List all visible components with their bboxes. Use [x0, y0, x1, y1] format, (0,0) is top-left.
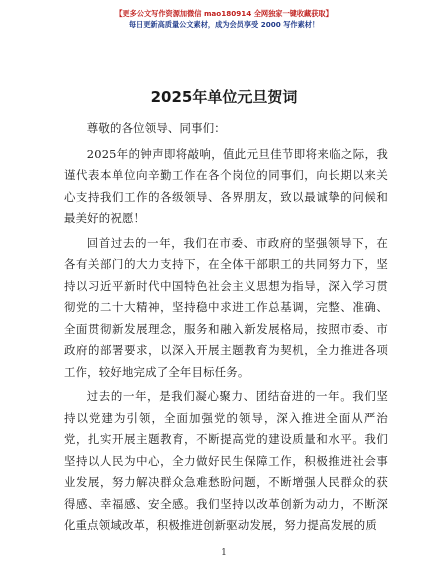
salutation: 尊敬的各位领导、同事们：: [86, 121, 226, 135]
document-title: 2025年单位元旦贺词: [150, 88, 298, 106]
paragraph-greeting: 2025年的钟声即将敲响，值此元旦佳节即将来临之际，我谨代表本单位向辛勤工作在各个岗位的同事们，向长期以来关心支持我们工作的各级领导、各界朋友，致以最诚挚的问候和最美好的祝愿！: [64, 146, 388, 225]
promo-line-1: 【更多公文写作资源加微信 mao180914 全网独家一键收藏获取】: [115, 9, 333, 18]
page-number: 1: [221, 548, 227, 558]
paragraph-review: 回首过去的一年，我们在市委、市政府的坚强领导下，在各有关部门的大力支持下，在全体干部职工的共同努力下，坚持以习近平新时代中国特色社会主义思想为指导，深入学习贯彻党的二十大精神，坚持稳中求进工作总基调，完整、准确、全面贯彻新发展理念，服务和融入新发展格局，按照市委、市政府的部署要求，以深入开展主题教育为契机，全力推进各项工作，较好地完成了全年目标任务。: [64, 235, 388, 379]
promo-line-2: 每日更新高质量公文素材，成为会员享受 2000 写作素材！: [128, 20, 320, 29]
promo-banner: [0, 8, 448, 30]
document-body: [64, 118, 388, 540]
paragraph-achievements: 过去的一年，是我们凝心聚力、团结奋进的一年。我们坚持以党建为引领，全面加强党的领导，深入推进全面从严治党，扎实开展主题教育，不断提高党的建设质量和水平。我们坚持以人民为中心，全力做好民生保障工作，积极推进社会事业发展，努力解决群众急难愁盼问题，不断增强人民群众的获得感、幸福感、安全感。我们坚持以改革创新为动力，不断深化重点领域改革，积极推进创新驱动发展，努力提高发展的质: [64, 389, 388, 532]
